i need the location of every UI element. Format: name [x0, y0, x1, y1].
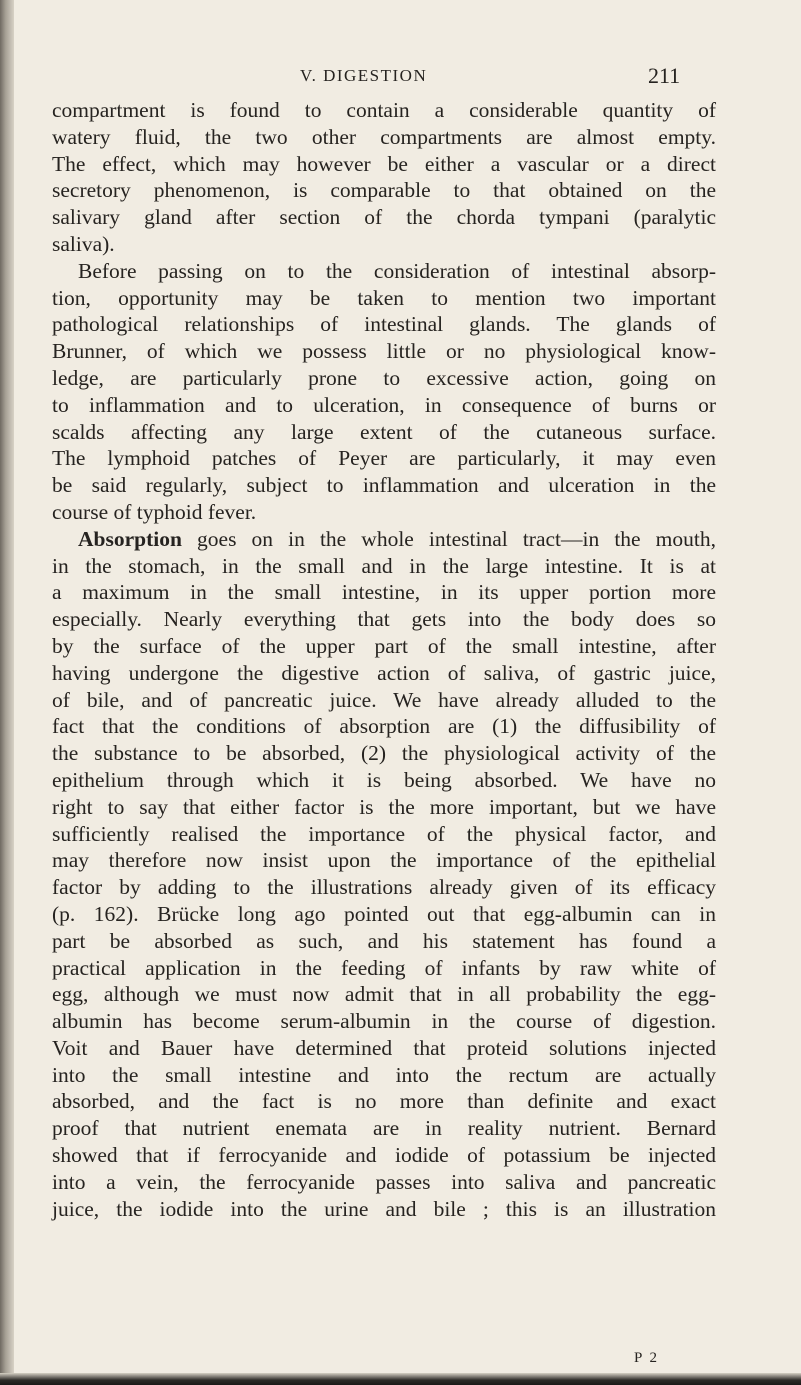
- text-line: right to say that either factor is the more important, but we have: [52, 794, 716, 819]
- text-line: watery fluid, the two other compartments are almost empty.: [52, 124, 716, 149]
- text-line: Brunner, of which we possess little or no physiological know-: [52, 339, 716, 364]
- text-line: pathological relationships of intestinal glands. The glands of: [52, 312, 716, 337]
- text-line: in the stomach, in the small and in the large intestine. It is at: [52, 553, 716, 578]
- text-line: compartment is found to contain a considerable quantity of: [52, 98, 716, 122]
- text-line: secretory phenomenon, is comparable to that obtained on the: [52, 178, 716, 203]
- text-line: the substance to be absorbed, (2) the physiological activity of the: [52, 741, 716, 766]
- text-line: fact that the conditions of absorption are (1) the diffusibility of: [52, 714, 716, 739]
- text-line: Voit and Bauer have determined that proteid solutions injected: [52, 1035, 716, 1060]
- text-line: ledge, are particularly prone to excessive action, going on: [52, 365, 716, 390]
- text-line: albumin has become serum-albumin in the course of digestion.: [52, 1009, 716, 1034]
- text-line-rest: goes on in the whole intestinal tract—in the mouth,: [197, 526, 717, 551]
- text-line: proof that nutrient enemata are in reality nutrient. Bernard: [52, 1116, 716, 1141]
- text-line: (p. 162). Brücke long ago pointed out that egg-albumin can in: [52, 901, 716, 926]
- text-line: a maximum in the small intestine, in its upper portion more: [52, 580, 716, 605]
- text-line: sufficiently realised the importance of the physical factor, and: [52, 821, 716, 846]
- text-line: into the small intestine and into the rectum are actually: [52, 1062, 716, 1087]
- text-line: especially. Nearly everything that gets into the body does so: [52, 607, 716, 632]
- text-line: by the surface of the upper part of the small intestine, after: [52, 633, 716, 658]
- text-line: absorbed, and the fact is no more than definite and exact: [52, 1089, 716, 1114]
- text-line: be said regularly, subject to inflammation and ulceration in the: [52, 473, 716, 498]
- text-line: into a vein, the ferrocyanide passes into saliva and pancreatic: [52, 1169, 716, 1194]
- text-line: tion, opportunity may be taken to mention two important: [52, 285, 716, 310]
- text-line: of bile, and of pancreatic juice. We have already alluded to the: [52, 687, 716, 712]
- page-number: 211: [648, 63, 681, 88]
- text-line: showed that if ferrocyanide and iodide of potassium be injected: [52, 1143, 716, 1168]
- text-line: part be absorbed as such, and his statement has found a: [52, 928, 716, 953]
- text-line: The lymphoid patches of Peyer are particularly, it may even: [52, 446, 716, 471]
- text-line: Before passing on to the consideration of intestinal absorp-: [78, 258, 716, 283]
- text-line: may therefore now insist upon the importance of the epithelial: [52, 848, 716, 873]
- text-line: juice, the iodide into the urine and bile ; this is an illustration: [52, 1196, 716, 1221]
- text-line: course of typhoid fever.: [52, 499, 257, 524]
- absorption-heading: Absorption: [78, 526, 182, 551]
- page-bottom-edge: [0, 1373, 801, 1385]
- text-line: practical application in the feeding of infants by raw white of: [52, 955, 716, 980]
- page-binding-edge: [0, 0, 14, 1385]
- text-line: The effect, which may however be either a vascular or a direct: [52, 151, 716, 176]
- text-line: epithelium through which it is being absorbed. We have no: [52, 767, 716, 792]
- text-line: having undergone the digestive action of saliva, of gastric juice,: [52, 660, 716, 685]
- page-header: [0, 63, 801, 90]
- text-line: salivary gland after section of the chorda tympani (paralytic: [52, 205, 716, 230]
- text-line: egg, although we must now admit that in all probability the egg-: [52, 982, 716, 1007]
- running-head: V. DIGESTION: [300, 66, 428, 85]
- text-line: factor by adding to the illustrations already given of its efficacy: [52, 875, 716, 900]
- body-text: [52, 97, 716, 1222]
- signature-mark: P 2: [634, 1350, 660, 1366]
- text-line: to inflammation and to ulceration, in consequence of burns or: [52, 392, 716, 417]
- text-line-absorption: [52, 526, 716, 553]
- text-line: scalds affecting any large extent of the cutaneous surface.: [52, 419, 716, 444]
- text-line: saliva).: [52, 231, 115, 256]
